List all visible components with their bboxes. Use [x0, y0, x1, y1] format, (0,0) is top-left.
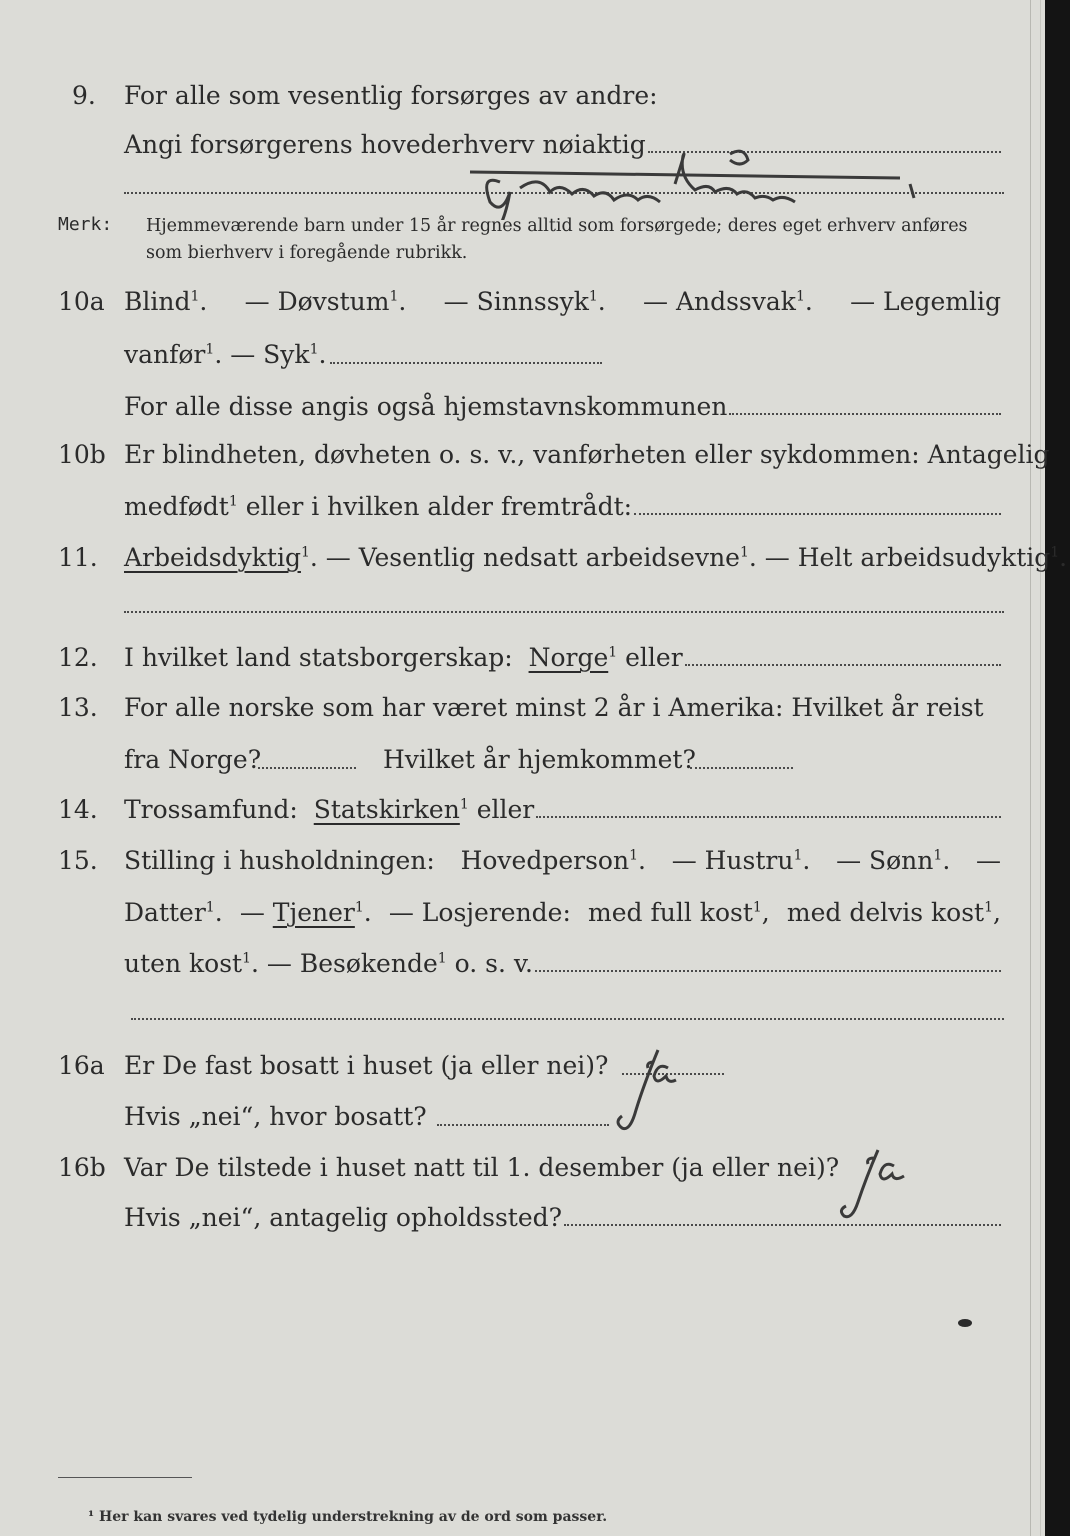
q10a-row-1: [0, 284, 1045, 320]
footnote-mark: 1: [739, 544, 749, 561]
answer-line[interactable]: [564, 1223, 1001, 1226]
ink-blot: [955, 1316, 975, 1330]
q15-losjerende: — Losjerende:: [388, 898, 571, 927]
q13-reist-prompt: fra Norge?: [124, 745, 262, 774]
q16b-nei-prompt: Hvis „nei“, antagelig opholdssted?: [124, 1203, 563, 1232]
binding-edge: [1045, 0, 1070, 1536]
q15-row-3: [0, 946, 1045, 982]
q16a-line-1: [124, 1048, 608, 1084]
q16a-prompt: Er De fast bosatt i huset (ja eller nei)?: [124, 1051, 609, 1080]
q15-row-1: [0, 843, 1045, 879]
q13-line-2b: [383, 742, 696, 778]
option-legemlig[interactable]: — Legemlig: [850, 287, 1001, 316]
option-medfodt[interactable]: [124, 489, 246, 525]
q10a-prompt: For alle disse angis også hjemstavnskommunen: [124, 392, 728, 421]
q14-row: [0, 792, 1045, 828]
option-norge[interactable]: [529, 640, 626, 676]
option-syk[interactable]: — Syk$^1$.: [230, 340, 327, 369]
q16b-number: 16b: [58, 1153, 106, 1182]
option-hovedperson[interactable]: Hovedperson$^1$.: [460, 846, 646, 875]
footnote-mark: 1: [459, 796, 469, 813]
footnote-rule: [58, 1477, 192, 1478]
q12-number: 12.: [58, 643, 98, 672]
option-label: — Vesentlig nedsatt arbeidsevne: [325, 543, 740, 572]
q9-prompt: Angi forsørgerens hovederhverv nøiaktig: [124, 130, 646, 159]
footnote-mark: 1: [190, 288, 200, 305]
footnote-mark: 1: [389, 288, 399, 305]
q15-text: Stilling i husholdningen:: [124, 846, 435, 875]
footnote-mark: 1: [205, 899, 215, 916]
q12-text: I hvilket land statsborgerskap:: [124, 643, 513, 672]
q14-line: [124, 792, 1001, 828]
footnote-mark: 1: [242, 950, 251, 967]
q13-line-1: [124, 690, 1001, 726]
option-label: — Sinnssyk: [443, 287, 589, 316]
answer-line[interactable]: [535, 969, 1001, 972]
q13-reist-answer-line[interactable]: [258, 766, 356, 769]
option-label: — Besøkende: [266, 949, 438, 978]
option-label: med delvis kost: [786, 898, 985, 927]
option-label-underlined: Statskirken: [313, 795, 460, 824]
q10a-syk-answer-line[interactable]: [330, 361, 602, 364]
q16b-row-2: [0, 1200, 1045, 1236]
option-vanfor[interactable]: vanfør$^1$.: [124, 340, 231, 369]
q10b-line-1: [124, 437, 1050, 473]
option-andssvak[interactable]: — Andssvak$^1$.: [643, 287, 813, 316]
answer-line[interactable]: [634, 512, 1001, 515]
option-dovstum[interactable]: — Døvstum$^1$.: [244, 287, 407, 316]
footnote-mark: 1: [354, 899, 364, 916]
option-tjener[interactable]: — Tjener$^1$.: [239, 898, 372, 927]
q13-hjem-prompt: Hvilket år hjemkommet?: [383, 745, 696, 774]
option-label: — Syk: [230, 340, 310, 369]
q10a-number: 10a: [58, 287, 105, 316]
q10a-row-3: [0, 389, 1045, 425]
q15-dash: —: [975, 846, 1001, 875]
footnote-mark: 1: [309, 341, 319, 358]
q15-osv: o. s. v.: [454, 949, 533, 978]
option-label-underlined: Arbeidsdyktig: [124, 543, 301, 572]
q10b-number: 10b: [58, 440, 106, 469]
footnote-mark: 1: [629, 847, 639, 864]
footnote-mark: 1: [752, 899, 762, 916]
q10a-line-3: [124, 389, 1001, 425]
option-label: — Helt arbeidsudyktig: [764, 543, 1051, 572]
option-label: uten kost: [124, 949, 243, 978]
q9-handwritten-answer: [460, 140, 930, 220]
footnote-mark: 1: [984, 899, 994, 916]
footnote-mark: 1: [205, 341, 215, 358]
option-label: medfødt: [124, 492, 229, 521]
footnote-mark: 1: [300, 544, 310, 561]
q15-answer-line[interactable]: [131, 1017, 1004, 1020]
option-datter[interactable]: Datter$^1$.: [124, 898, 223, 927]
q14-number: 14.: [58, 795, 98, 824]
q12-row: [0, 640, 1045, 676]
q10b-text: Er blindheten, døvheten o. s. v., vanførheten eller sykdommen: Antagelig: [124, 440, 1050, 469]
footnote-mark: 1: [933, 847, 943, 864]
q10a-row-2: [0, 337, 1045, 373]
q16a-line-2: [124, 1099, 427, 1135]
q10b-line-2: [124, 489, 1001, 525]
q16b-prompt: Var De tilstede i huset natt til 1. desember (ja eller nei)?: [124, 1153, 840, 1182]
q12-eller: eller: [625, 643, 683, 672]
option-sonn[interactable]: — Sønn$^1$.: [836, 846, 951, 875]
option-label: — Andssvak: [643, 287, 796, 316]
q16a-row-1: [0, 1048, 1045, 1084]
answer-line[interactable]: [729, 412, 1001, 415]
option-label: vanfør: [124, 340, 206, 369]
q10b-row-2: [0, 489, 1045, 525]
footnote-mark: 1: [228, 493, 238, 510]
q11-number: 11.: [58, 543, 98, 572]
answer-line[interactable]: [536, 815, 1001, 818]
option-label: — Døvstum: [244, 287, 390, 316]
q13-number: 13.: [58, 693, 98, 722]
answer-line[interactable]: [685, 663, 1001, 666]
footnote-mark: 1: [793, 847, 803, 864]
q16a-nei-prompt: Hvis „nei“, hvor bosatt?: [124, 1102, 427, 1131]
dash: —: [239, 898, 273, 927]
q11-line: [124, 540, 1068, 576]
option-blind[interactable]: Blind$^1$.: [124, 287, 208, 316]
option-sinnssyk[interactable]: — Sinnssyk$^1$.: [443, 287, 606, 316]
merk-note: Hjemmeværende barn under 15 år regnes alltid som forsørgede; deres eget erhverv anføres som bierhverv i foregående rubrikk.: [146, 216, 968, 263]
option-besokende[interactable]: [267, 946, 455, 982]
q11-row: [0, 540, 1068, 576]
footnote-mark: 1: [1050, 544, 1060, 561]
option-hustru[interactable]: — Hustru$^1$.: [671, 846, 811, 875]
q15-line-2: [124, 895, 1001, 931]
q16b-line-1: [124, 1150, 839, 1186]
q15-row-2: [0, 895, 1045, 931]
q10a-line-1: [124, 284, 1001, 320]
option-label-underlined: Norge: [528, 643, 609, 672]
q10b-row-1: [0, 437, 1050, 473]
q10b-prompt: eller i hvilken alder fremtrådt:: [245, 492, 633, 521]
q12-line: [124, 640, 1001, 676]
footnote-mark: 1: [795, 288, 805, 305]
q13-hjem-answer-line[interactable]: [690, 766, 793, 769]
footnote-mark: 1: [437, 950, 447, 967]
option-label-underlined: Tjener: [272, 898, 355, 927]
option-label: Blind: [124, 287, 191, 316]
q13-line-2: [124, 742, 261, 778]
q15-line-1: [124, 843, 1001, 879]
q14-text: Trossamfund:: [124, 795, 298, 824]
q16a-row-2: [0, 1099, 1045, 1135]
option-uten-kost[interactable]: uten kost$^1$.: [124, 949, 267, 978]
q9-number: 9.: [72, 81, 96, 110]
q15-line-3: [124, 946, 1001, 982]
option-label: med full kost: [588, 898, 753, 927]
option-nedsatt[interactable]: — Vesentlig nedsatt arbeidsevne$^1$.: [325, 543, 765, 572]
option-statskirken[interactable]: [314, 792, 477, 828]
q13-text: For alle norske som har været minst 2 år i Amerika: Hvilket år reist: [124, 693, 984, 722]
footnote-mark: 1: [588, 288, 598, 305]
q9-row-1: [0, 78, 1045, 114]
option-label: — Hustru: [671, 846, 794, 875]
option-full-kost[interactable]: med full kost$^1$,: [588, 898, 770, 927]
q10a-line-2: [124, 337, 326, 373]
footnote: ¹ Her kan svares ved tydelig understrekning av de ord som passer.: [88, 1509, 608, 1525]
q15-number: 15.: [58, 846, 98, 875]
q11-answer-line[interactable]: [124, 610, 1004, 613]
q16b-line-2: [124, 1200, 1001, 1236]
q16a-number: 16a: [58, 1051, 105, 1080]
q9-text: For alle som vesentlig forsørges av andre:: [124, 81, 658, 110]
q13-row-1: [0, 690, 1045, 726]
q14-eller: eller: [476, 795, 535, 824]
option-arbeidsdyktig[interactable]: Arbeidsdyktig$^1$.: [124, 543, 326, 572]
q13-row-2: [0, 742, 1045, 778]
option-label: — Sønn: [836, 846, 934, 875]
footnote-mark: 1: [608, 644, 618, 661]
merk-label: Merk:: [58, 214, 113, 235]
option-udyktig[interactable]: — Helt arbeidsudyktig$^1$.: [764, 543, 1068, 572]
option-label: Datter: [124, 898, 206, 927]
q16a-nei-answer-line[interactable]: [437, 1123, 609, 1126]
option-label: Hovedperson: [460, 846, 630, 875]
option-delvis-kost[interactable]: med delvis kost$^1$,: [786, 898, 1001, 927]
q9-line-1: [124, 78, 1001, 114]
